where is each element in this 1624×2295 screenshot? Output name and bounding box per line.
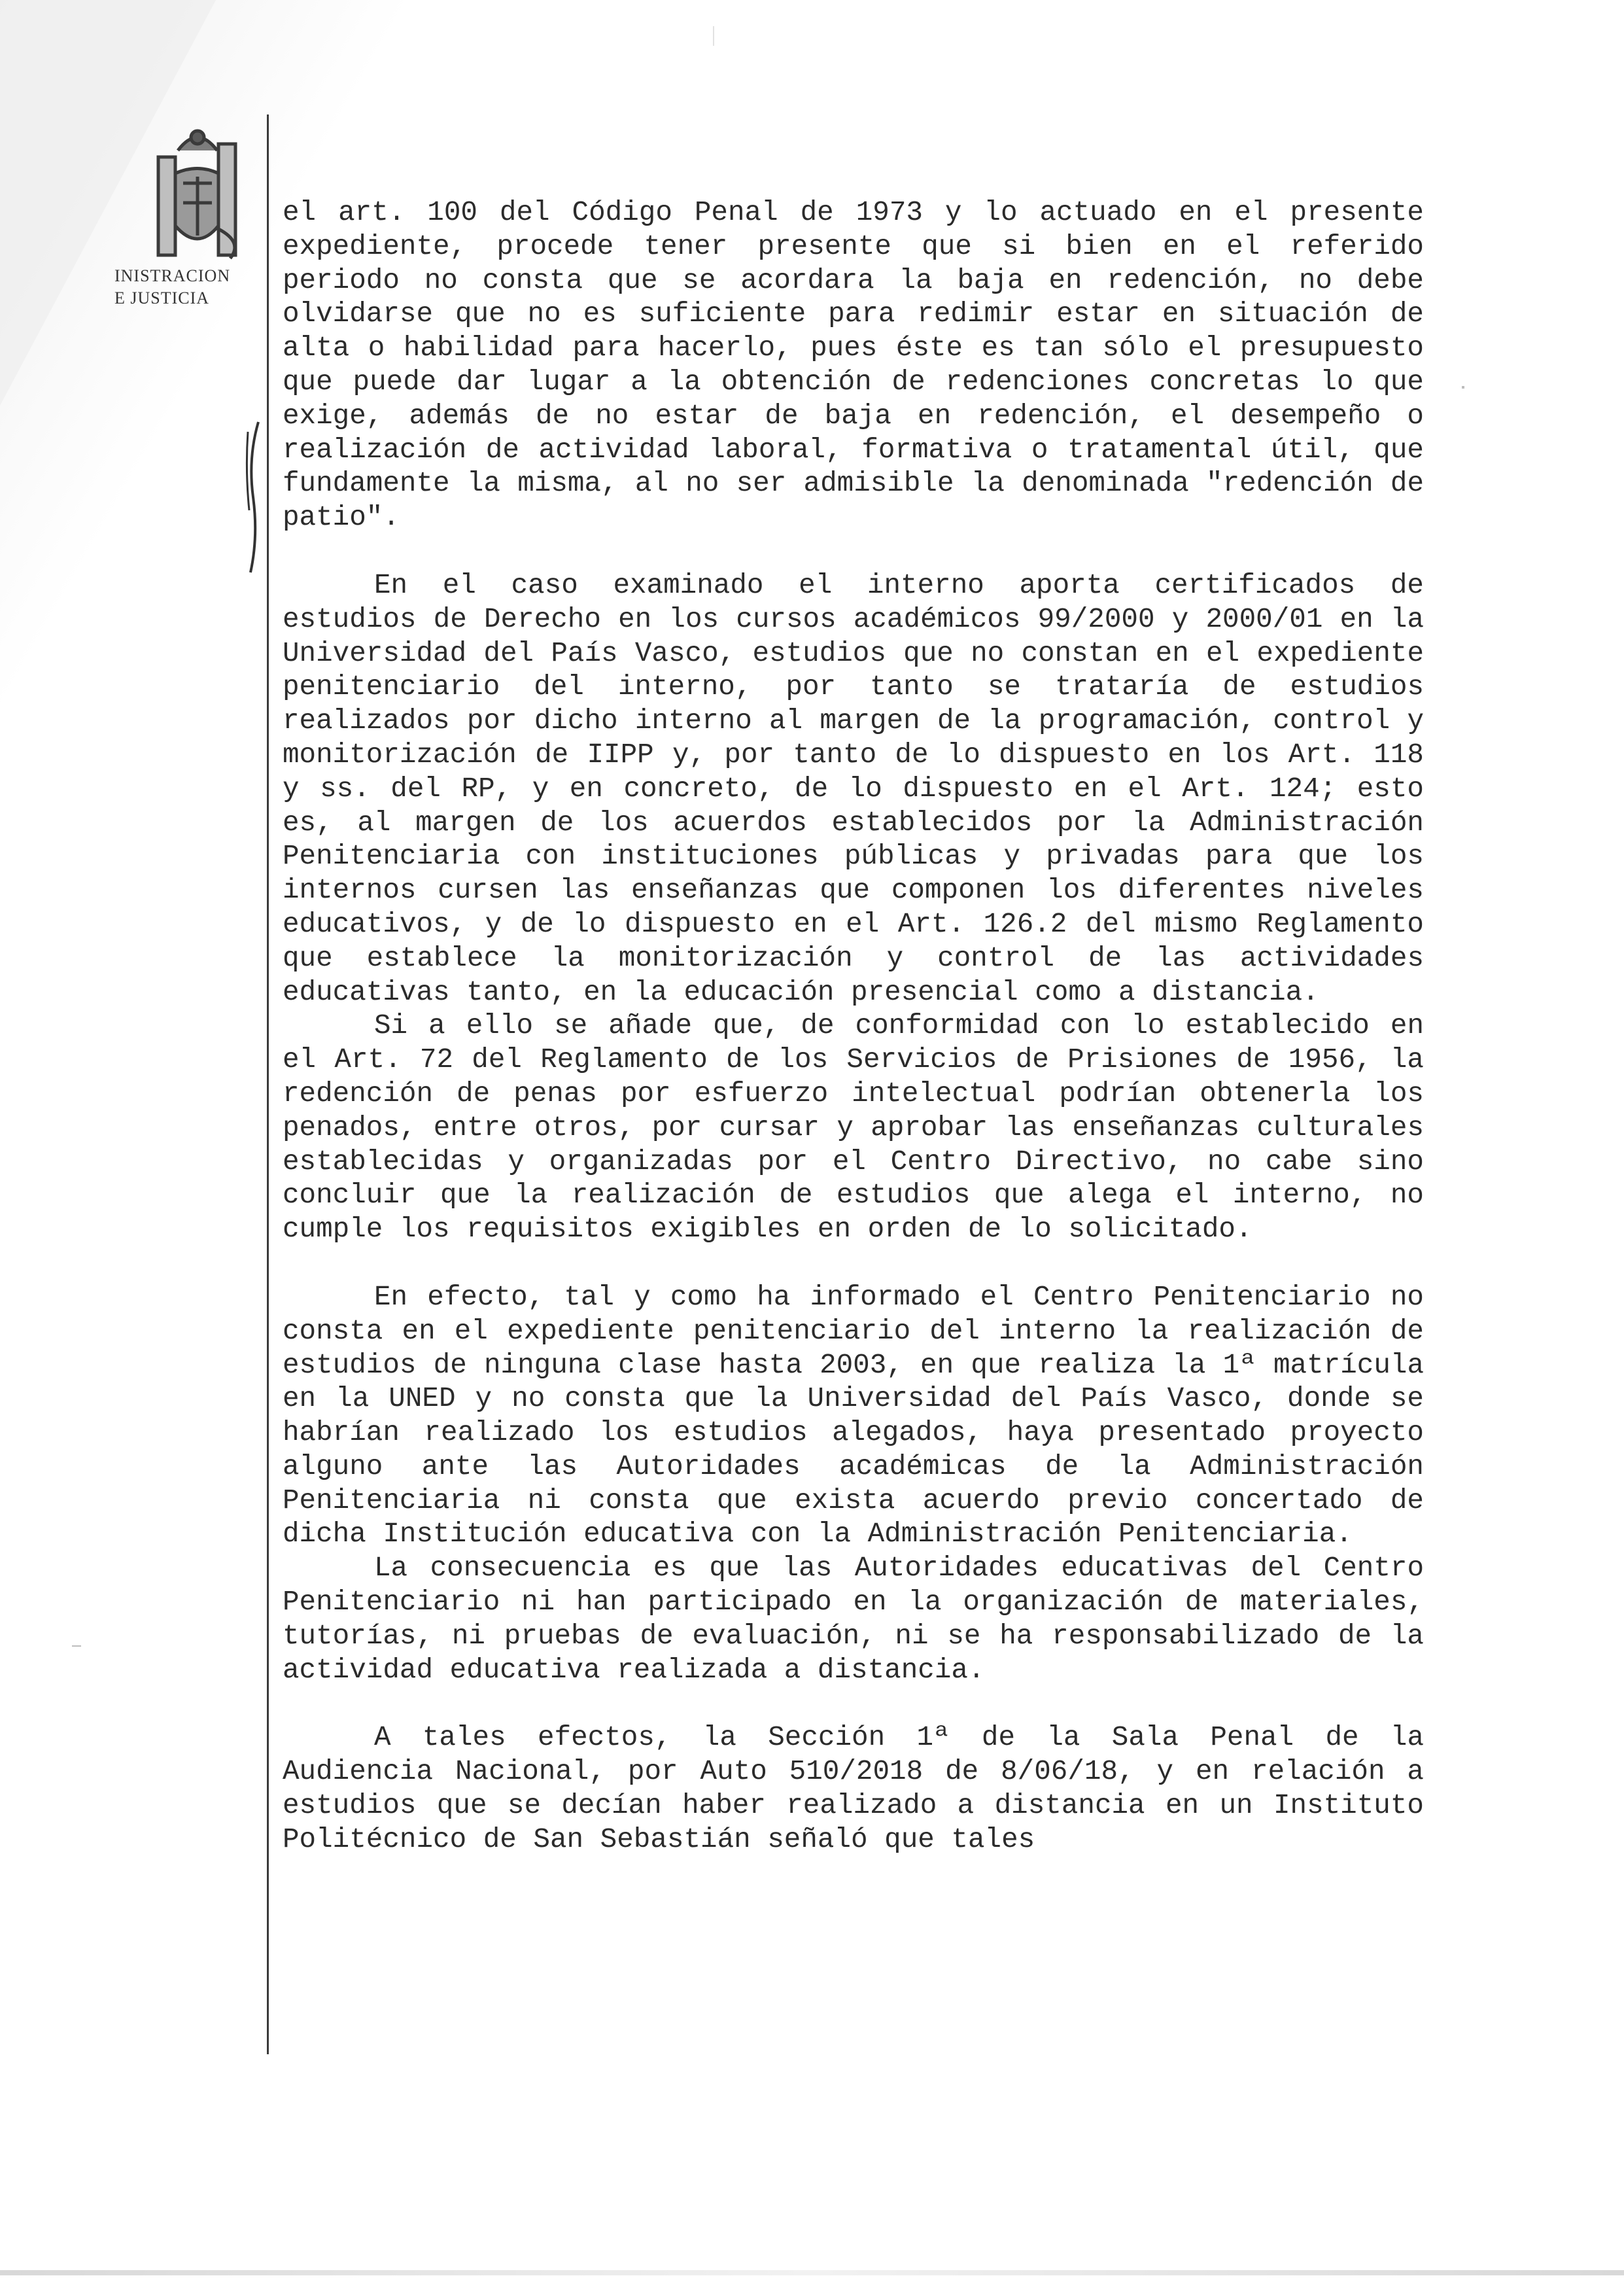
paragraph-1: el art. 100 del Código Penal de 1973 y lo actuado en el presente expediente, procede tener presente que si bien en el referido periodo no consta que se acordara la baja en redención, no debe olvidarse que no es suficiente para redimir estar en situación de alta o habilidad para hacerlo, pues éste es tan sólo el presupuesto que puede dar lugar a la obtención de redenciones concretas lo que exige, además de no estar de baja en redención, el desempeño o realización de actividad laboral, formativa o tratamental útil, que fundamente la misma, al no ser admisible la denominada "redención de patio". xyxy=(283,197,1424,534)
ministry-line-2: E JUSTICIA xyxy=(114,289,210,307)
page-bottom-edge xyxy=(0,2270,1624,2275)
paragraph-4: En efecto, tal y como ha informado el Centro Penitenciario no consta en el expediente penitenciario del interno la realización de estudios de ninguna clase hasta 2003, en que realiza la 1ª matrícula en la UNED y no consta que la Universidad del País Vasco, donde se habrían realizado los estudios alegados, haya presentado proyecto alguno ante las Autoridades académicas de la Administración Penitenciaria ni consta que exista acuerdo previo concertado de dicha Institución educativa con la Administración Penitenciaria. xyxy=(283,1281,1424,1550)
paragraph-3: Si a ello se añade que, de conformidad con lo establecido en el Art. 72 del Reglamento de los Servicios de Prisiones de 1956, la redención de penas por esfuerzo intelectual podrían obtenerla los penados, entre otros, por cursar y aprobar las enseñanzas culturales establecidas y organizadas por el Centro Directivo, no cabe sino concluir que la realización de estudios que alega el interno, no cumple los requisitos exigibles en orden de lo solicitado. xyxy=(283,1010,1424,1246)
paragraph-6: A tales efectos, la Sección 1ª de la Sala Penal de la Audiencia Nacional, por Auto 510/2018 de 8/06/18, y en relación a estudios que se decían haber realizado a distancia en un Instituto Politécnico de San Sebastián señaló que tales xyxy=(283,1722,1424,1855)
scan-mark xyxy=(1462,386,1464,389)
coat-of-arms-icon xyxy=(145,111,250,268)
ministry-header xyxy=(114,265,265,309)
paragraph-2: En el caso examinado el interno aporta certificados de estudios de Derecho en los cursos académicos 99/2000 y 2000/01 en la Universidad del País Vasco, estudios que no constan en el expediente penitenciario del interno, por tanto se trataría de estudios realizados por dicho interno al margen de la programación, control y monitorización de IIPP y, por tanto de lo dispuesto en los Art. 118 y ss. del RP, y en concreto, de lo dispuesto en el Art. 124; esto es, al margen de los acuerdos establecidos por la Administración Penitenciaria con instituciones públicas y privadas para que los internos cursen las enseñanzas que componen los diferentes niveles educativos, y de lo dispuesto en el Art. 126.2 del mismo Reglamento que establece la monitorización y control de las actividades educativas tanto, en la educación presencial como a distancia. xyxy=(283,569,1424,1008)
paragraph-5: La consecuencia es que las Autoridades educativas del Centro Penitenciario ni han participado en la organización de materiales, tutorías, ni pruebas de evaluación, ni se ha responsabilizado de la actividad educativa realizada a distancia. xyxy=(283,1552,1424,1686)
scan-mark xyxy=(713,26,714,46)
document-body xyxy=(283,196,1424,1857)
scan-mark xyxy=(72,1645,81,1647)
margin-rule xyxy=(267,114,269,2054)
ministry-line-1: INISTRACION xyxy=(114,266,231,285)
handwritten-bracket xyxy=(244,419,264,576)
